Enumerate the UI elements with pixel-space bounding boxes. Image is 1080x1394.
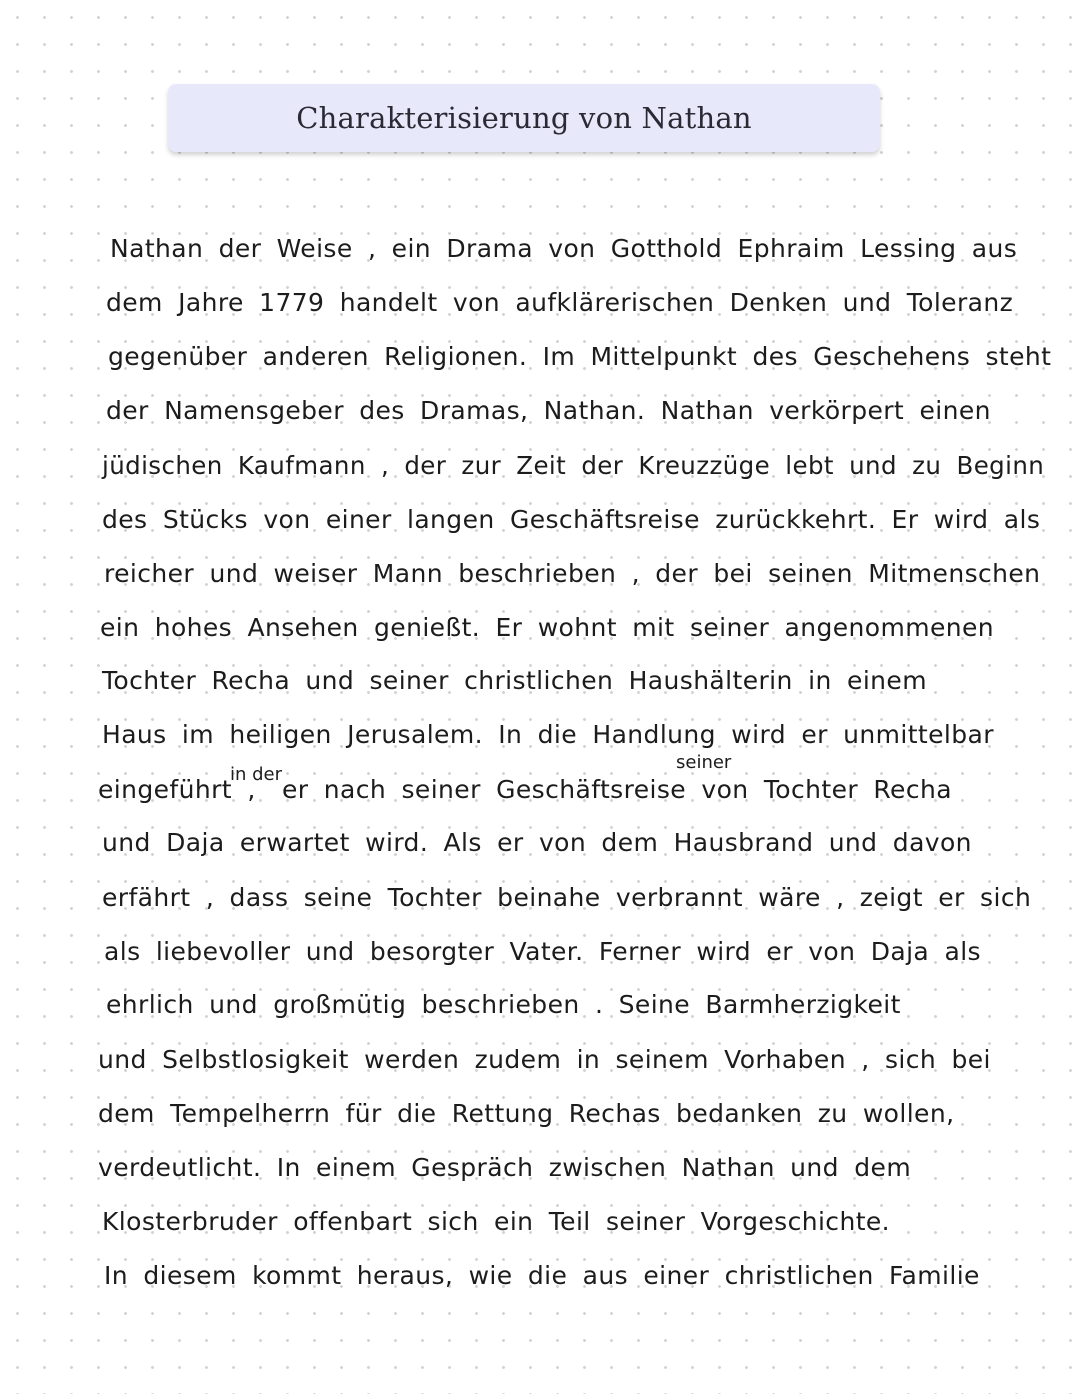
text-line: In diesem kommt heraus, wie die aus einer christlichen Familie	[104, 1261, 980, 1290]
text-line: Nathan der Weise , ein Drama von Gotthold Ephraim Lessing aus	[110, 234, 1018, 263]
text-line: ein hohes Ansehen genießt. Er wohnt mit seiner angenommenen	[100, 613, 995, 642]
text-line: gegenüber anderen Religionen. Im Mittelpunkt des Geschehens steht	[108, 342, 1052, 371]
text-line: dem Jahre 1779 handelt von aufklärerischen Denken und Toleranz	[106, 288, 1014, 317]
text-line: er nach seiner Geschäftsreise von Tochter Recha	[282, 775, 952, 804]
text-line: erfährt , dass seine Tochter beinahe verbrannt wäre , zeigt er sich	[102, 883, 1032, 912]
text-line: Klosterbruder offenbart sich ein Teil seiner Vorgeschichte.	[102, 1207, 891, 1236]
text-line: Tochter Recha und seiner christlichen Haushälterin in einem	[102, 666, 927, 695]
text-line: jüdischen Kaufmann , der zur Zeit der Kreuzzüge lebt und zu Beginn	[102, 451, 1045, 480]
page-title: Charakterisierung von Nathan	[296, 101, 752, 135]
text-line: ehrlich und großmütig beschrieben . Seine Barmherzigkeit	[106, 990, 901, 1019]
text-line: reicher und weiser Mann beschrieben , der bei seinen Mitmenschen	[104, 559, 1041, 588]
text-line: verdeutlicht. In einem Gespräch zwischen Nathan und dem	[98, 1153, 912, 1182]
text-line: und Selbstlosigkeit werden zudem in seinem Vorhaben , sich bei	[98, 1045, 991, 1074]
text-line: dem Tempelherrn für die Rettung Rechas bedanken zu wollen,	[98, 1099, 955, 1128]
insertion-in-der: in der	[230, 764, 283, 785]
text-line: und Daja erwartet wird. Als er von dem Hausbrand und davon	[102, 828, 972, 857]
text-line: Haus im heiligen Jerusalem. In die Handlung wird er unmittelbar	[102, 720, 994, 749]
text-line: der Namensgeber des Dramas, Nathan. Nathan verkörpert einen	[106, 396, 991, 425]
text-line: als liebevoller und besorgter Vater. Ferner wird er von Daja als	[104, 937, 981, 966]
text-line: eingeführt ,	[98, 775, 256, 804]
insertion-seiner: seiner	[676, 752, 732, 773]
text-line: des Stücks von einer langen Geschäftsreise zurückkehrt. Er wird als	[102, 505, 1041, 534]
